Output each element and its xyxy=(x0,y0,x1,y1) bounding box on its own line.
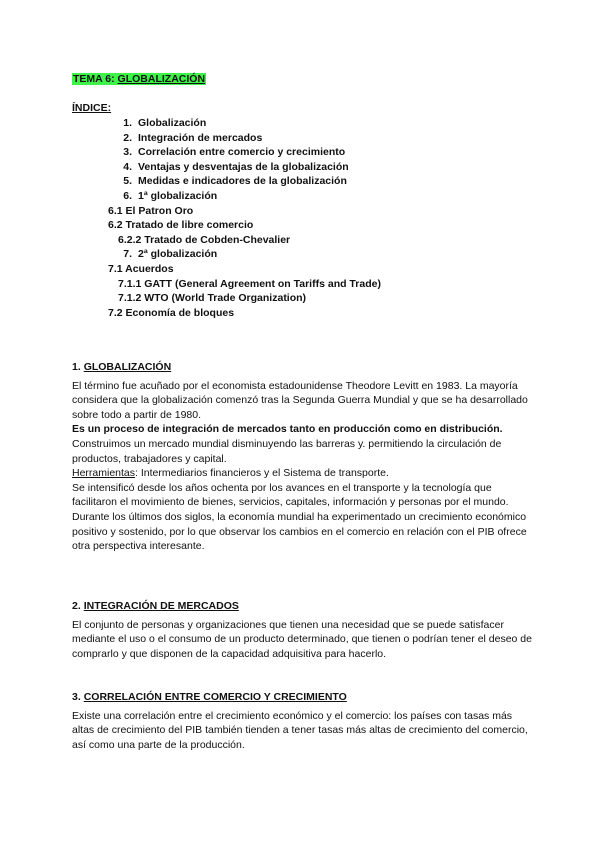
toc-item-text: 6.2 Tratado de libre comercio xyxy=(108,219,254,232)
toc-item-number: 1. xyxy=(123,117,132,129)
toc-item xyxy=(72,233,532,248)
section-number: 1. xyxy=(72,361,81,373)
paragraph: Existe una correlación entre el crecimiento económico y el comercio: los países con tasas más altas de crecimiento del PIB también tienden a tener tasas más altas de crecimiento del comercio, así como una parte de la producción. xyxy=(72,709,528,751)
toc-item-text: 7.1.1 GATT (General Agreement on Tariffs and Trade) xyxy=(118,277,381,290)
toc-item-number: 4. xyxy=(123,160,132,173)
paragraph: Se intensificó desde los años ochenta por los avances en el transporte y la tecnología que facilitaron el movimiento de bienes, servicios, capitales, información y personas por el mundo. xyxy=(72,481,509,509)
herramientas-label: Herramientas xyxy=(72,467,136,480)
toc-item-text: 7.1 Acuerdos xyxy=(108,262,174,275)
toc-item-number: 5. xyxy=(123,175,132,188)
toc-item xyxy=(72,291,532,306)
paragraph-bold: Es un proceso de integración de mercados tanto en producción como en distribución. xyxy=(72,423,503,436)
section-title-text: GLOBALIZACIÓN xyxy=(83,361,172,373)
toc-item-number: 3. xyxy=(123,146,132,159)
toc-item-text: Medidas e indicadores de la globalización xyxy=(138,175,347,188)
paragraph: Construimos un mercado mundial disminuyendo las barreras y. permitiendo la circulación de productos, trabajadores y capital. xyxy=(72,437,502,465)
toc-item-number: 2. xyxy=(123,131,132,144)
section-number: 3. xyxy=(72,691,81,703)
toc-item xyxy=(72,262,532,277)
toc-item-text: 2ª globalización xyxy=(138,248,218,261)
tema-label: TEMA 6: xyxy=(73,73,115,85)
title-highlight xyxy=(72,73,206,85)
section-title-text: CORRELACIÓN ENTRE COMERCIO Y CRECIMIENTO xyxy=(83,691,347,703)
toc-item-number: 6. xyxy=(123,189,132,202)
toc-item-text: Correlación entre comercio y crecimiento xyxy=(138,146,346,159)
index-heading: ÍNDICE: xyxy=(72,102,112,114)
section-title xyxy=(72,599,532,614)
toc-item-text: 6.2.2 Tratado de Cobden-Chevalier xyxy=(118,233,291,246)
table-of-contents xyxy=(72,116,532,320)
section-globalizacion xyxy=(72,360,532,554)
toc-item xyxy=(72,145,532,160)
toc-item xyxy=(72,174,532,189)
toc-item xyxy=(72,160,532,175)
section-title-text: INTEGRACIÓN DE MERCADOS xyxy=(83,600,239,612)
paragraph: El término fue acuñado por el economista estadounidense Theodore Levitt en 1983. La mayoría considera que la globalización comenzó tras la Segunda Guerra Mundial y que se ha desarrollado sobre todo a partir de 1980. xyxy=(72,379,528,421)
toc-item xyxy=(72,218,532,233)
section-title xyxy=(72,690,532,705)
toc-item xyxy=(72,189,532,204)
paragraph: El conjunto de personas y organizaciones que tienen una necesidad que se puede satisfacer mediante el uso o el consumo de un producto determinado, que tienen o podrían tener el deseo de comprarlo y que disponen de la capacidad adquisitiva para hacerlo. xyxy=(72,618,532,660)
section-integracion-mercados xyxy=(72,599,532,661)
section-correlacion xyxy=(72,690,532,752)
toc-item xyxy=(72,306,532,321)
toc-item-text: 7.1.2 WTO (World Trade Organization) xyxy=(118,292,307,305)
toc-item-text: Integración de mercados xyxy=(138,131,263,144)
toc-item-text: 7.2 Economía de bloques xyxy=(108,306,235,319)
section-number: 2. xyxy=(72,600,81,612)
toc-item-number: 7. xyxy=(123,248,132,261)
toc-item xyxy=(72,247,532,262)
section-title xyxy=(72,360,532,375)
tema-title: GLOBALIZACIÓN xyxy=(117,73,206,85)
toc-item-text: Globalización xyxy=(138,117,207,129)
paragraph: Durante los últimos dos siglos, la economía mundial ha experimentado un crecimiento económico positivo y sostenido, por lo que observar los cambios en el comercio en relación con el PIB ofrece otra perspectiva interesante. xyxy=(72,510,527,553)
toc-item-text: 1ª globalización xyxy=(138,189,218,202)
toc-item xyxy=(72,116,532,131)
toc-item xyxy=(72,131,532,146)
toc-item xyxy=(72,204,532,219)
toc-item-text: 6.1 El Patron Oro xyxy=(108,204,194,217)
herramientas-text: : Intermediarios financieros y el Sistema de transporte. xyxy=(135,467,389,480)
document-title xyxy=(72,72,206,87)
paragraph-herramientas xyxy=(72,466,532,481)
toc-item xyxy=(72,277,532,292)
toc-item-text: Ventajas y desventajas de la globalización xyxy=(138,160,349,173)
